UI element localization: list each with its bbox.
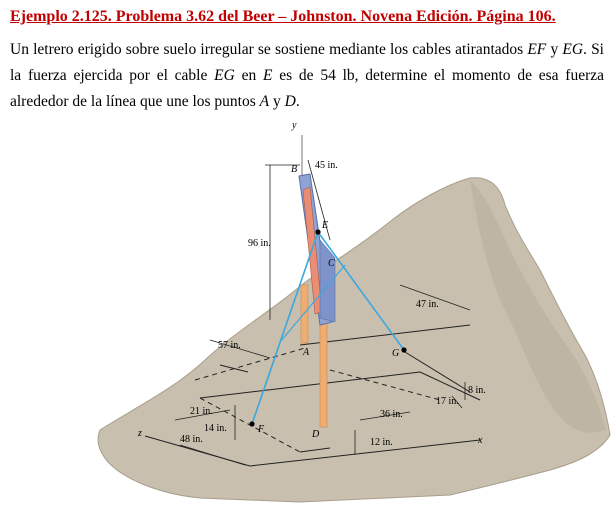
text-segment: y (269, 93, 285, 110)
post-d (320, 322, 327, 427)
label-b: B (291, 164, 298, 175)
label-a: A (303, 347, 310, 358)
dim-8: 8 in. (468, 385, 486, 396)
cable-eg-label: EG (562, 41, 584, 58)
figure-svg (0, 118, 614, 504)
dim-12: 12 in. (370, 437, 393, 448)
sign-figure (0, 118, 614, 504)
page-title: Ejemplo 2.125. Problema 3.62 del Beer – Johnston. Novena Edición. Página 106. (10, 8, 556, 25)
dim-57: 57 in. (218, 340, 241, 351)
text-segment: en (234, 67, 263, 84)
point-d-label: D (284, 93, 296, 110)
point-a-label: A (259, 93, 270, 110)
x-axis-label: x (478, 435, 483, 446)
dim-14: 14 in. (204, 423, 227, 434)
label-e: E (322, 220, 329, 231)
label-c: C (328, 258, 335, 269)
problem-statement (10, 37, 604, 115)
dim-47: 47 in. (416, 299, 439, 310)
text-segment: Un letrero erigido sobre suelo irregular se sostiene mediante los cables atirantados (10, 41, 528, 58)
cable-ef-label: EF (527, 41, 547, 58)
post-a (301, 285, 308, 343)
dim-45: 45 in. (315, 160, 338, 171)
text-segment: . Si la fuerza ejercida por el cable (10, 41, 604, 84)
point-g (401, 347, 406, 352)
point-f (249, 421, 254, 426)
text-segment: y (546, 41, 563, 58)
z-axis-label: z (138, 428, 142, 439)
label-g: G (392, 348, 400, 359)
label-d: D (312, 429, 320, 440)
cable-eg-label: EG (214, 67, 235, 84)
dim-36: 36 in. (380, 409, 403, 420)
label-f: F (258, 424, 265, 435)
point-e (315, 229, 320, 234)
text-segment: . (295, 93, 300, 110)
point-e-label: E (262, 67, 273, 84)
dim-48: 48 in. (180, 434, 203, 445)
dim-21: 21 in. (190, 406, 213, 417)
dim-96: 96 in. (248, 238, 271, 249)
dim-17: 17 in. (436, 396, 459, 407)
y-axis-label: y (292, 120, 297, 131)
text-segment: es de 54 lb, determine el momento de esa fuerza alrededor de la línea que une los puntos (10, 67, 604, 110)
